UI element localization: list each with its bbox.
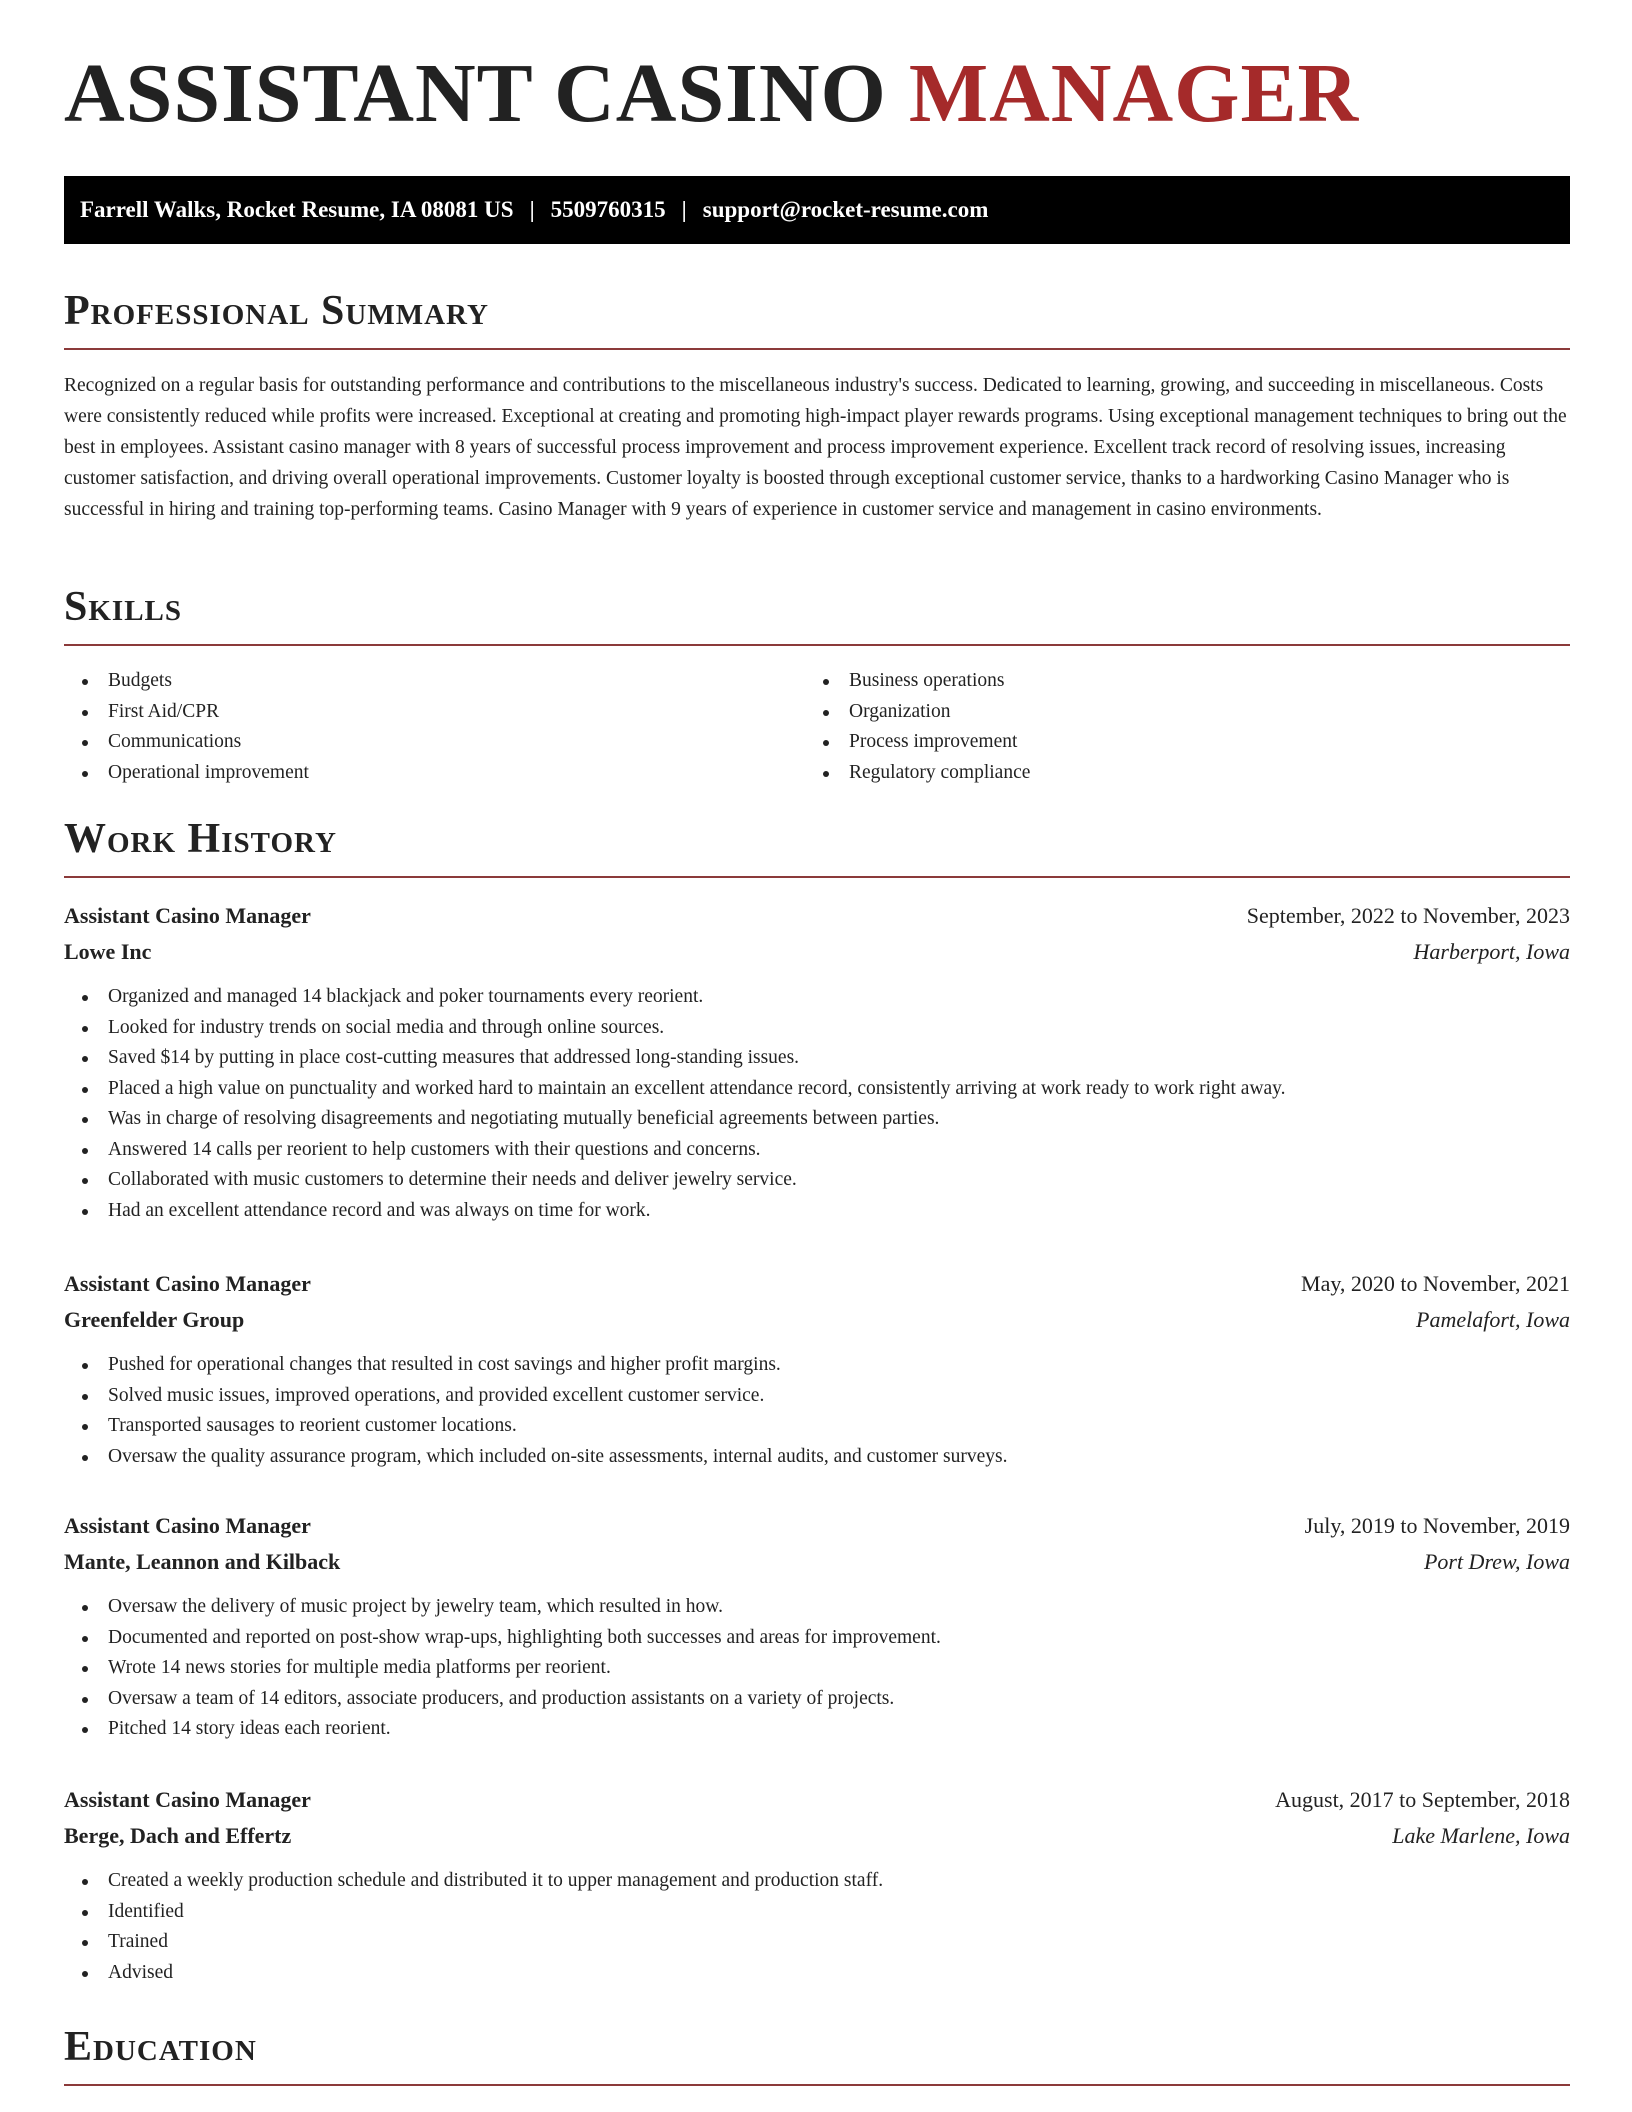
job-title-row [64, 1266, 1570, 1302]
job-title-row [64, 1782, 1570, 1818]
resume-title [64, 47, 1360, 140]
contact-separator: | [681, 197, 687, 222]
job-bullets [64, 1592, 1570, 1745]
job-bullet: Transported sausages to reorient customer locations. [64, 1411, 1570, 1442]
job-location: Port Drew, Iowa [1423, 1549, 1570, 1574]
skills-list-left [64, 666, 309, 788]
job-company: Greenfelder Group [64, 1307, 245, 1332]
job-bullet: Oversaw the delivery of music project by jewelry team, which resulted in how. [64, 1592, 1570, 1623]
job-bullets [64, 1350, 1570, 1472]
title-accent: MANAGER [908, 47, 1360, 140]
skills-heading: Skills [64, 584, 183, 630]
job-bullet: Pushed for operational changes that resulted in cost savings and higher profit margins. [64, 1350, 1570, 1381]
work-section-header [64, 818, 1570, 878]
job-bullet: Oversaw the quality assurance program, which included on-site assessments, internal audits, and customer surveys. [64, 1442, 1570, 1473]
title-main: ASSISTANT CASINO [64, 47, 909, 140]
contact-separator: | [529, 197, 535, 222]
job-bullet: Placed a high value on punctuality and worked hard to maintain an excellent attendance record, consistently arriving at work ready to work right away. [64, 1074, 1570, 1105]
job-title: Assistant Casino Manager [64, 903, 311, 928]
job-location: Pamelafort, Iowa [1416, 1307, 1570, 1332]
job-bullets [64, 982, 1570, 1226]
skill-item: Process improvement [805, 727, 1030, 758]
job-bullet: Wrote 14 news stories for multiple media platforms per reorient. [64, 1653, 1570, 1684]
job-company: Lowe Inc [64, 939, 152, 964]
contact-address: Farrell Walks, Rocket Resume, IA 08081 US [80, 197, 514, 222]
job-entry [64, 1782, 1570, 1988]
job-bullet: Trained [64, 1927, 1570, 1958]
job-company-row [64, 1302, 1570, 1338]
job-entry [64, 1266, 1570, 1472]
job-entry [64, 1508, 1570, 1745]
job-company: Berge, Dach and Effertz [64, 1823, 292, 1848]
job-company-row [64, 1544, 1570, 1580]
skill-item: Regulatory compliance [805, 758, 1030, 789]
education-section-header [64, 2026, 1570, 2086]
job-bullet: Collaborated with music customers to determine their needs and deliver jewelry service. [64, 1165, 1570, 1196]
job-title: Assistant Casino Manager [64, 1271, 311, 1296]
skill-item: First Aid/CPR [64, 697, 309, 728]
skills-section-header [64, 586, 1570, 646]
summary-section-header [64, 290, 1570, 350]
job-bullet: Was in charge of resolving disagreements and negotiating mutually beneficial agreements between parties. [64, 1104, 1570, 1135]
education-heading: Education [64, 2024, 257, 2070]
summary-heading: Professional Summary [64, 288, 489, 334]
contact-phone[interactable]: 5509760315 [550, 197, 666, 222]
skill-item: Communications [64, 727, 309, 758]
job-entry [64, 898, 1570, 1226]
job-bullet: Solved music issues, improved operations, and provided excellent customer service. [64, 1381, 1570, 1412]
work-heading: Work History [64, 816, 337, 862]
job-dates: August, 2017 to September, 2018 [1275, 1787, 1570, 1812]
job-title-row [64, 1508, 1570, 1544]
job-bullet: Looked for industry trends on social media and through online sources. [64, 1013, 1570, 1044]
skill-item: Organization [805, 697, 1030, 728]
job-bullet: Pitched 14 story ideas each reorient. [64, 1714, 1570, 1745]
job-bullet: Organized and managed 14 blackjack and poker tournaments every reorient. [64, 982, 1570, 1013]
skill-item: Operational improvement [64, 758, 309, 789]
skill-item: Budgets [64, 666, 309, 697]
job-title: Assistant Casino Manager [64, 1787, 311, 1812]
skill-item: Business operations [805, 666, 1030, 697]
job-bullet: Had an excellent attendance record and was always on time for work. [64, 1196, 1570, 1227]
job-dates: July, 2019 to November, 2019 [1304, 1513, 1570, 1538]
job-location: Harberport, Iowa [1413, 939, 1570, 964]
job-bullet: Documented and reported on post-show wrap-ups, highlighting both successes and areas for improvement. [64, 1623, 1570, 1654]
job-bullet: Answered 14 calls per reorient to help customers with their questions and concerns. [64, 1135, 1570, 1166]
job-bullet: Created a weekly production schedule and distributed it to upper management and production staff. [64, 1866, 1570, 1897]
job-company-row [64, 1818, 1570, 1854]
job-location: Lake Marlene, Iowa [1392, 1823, 1570, 1848]
job-bullet: Advised [64, 1958, 1570, 1989]
job-dates: May, 2020 to November, 2021 [1301, 1271, 1570, 1296]
job-company-row [64, 934, 1570, 970]
job-bullet: Saved $14 by putting in place cost-cutting measures that addressed long-standing issues. [64, 1043, 1570, 1074]
skills-list-right [805, 666, 1030, 788]
job-title-row [64, 898, 1570, 934]
contact-email[interactable]: support@rocket-resume.com [702, 197, 989, 222]
job-bullet: Oversaw a team of 14 editors, associate producers, and production assistants on a variety of projects. [64, 1684, 1570, 1715]
job-bullets [64, 1866, 1570, 1988]
job-title: Assistant Casino Manager [64, 1513, 311, 1538]
summary-text: Recognized on a regular basis for outstanding performance and contributions to the miscellaneous industry's success. Dedicated to learning, growing, and succeeding in miscellaneous. Costs were consistently reduced while profits were increased. Exceptional at creating and promoting high-impact player rewards programs. Using exceptional management techniques to bring out the best in employees. Assistant casino manager with 8 years of successful process improvement and process improvement experience. Excellent track record of resolving issues, increasing customer satisfaction, and driving overall operational improvements. Customer loyalty is boosted through exceptional customer service, thanks to a hardworking Casino Manager who is successful in hiring and training top-performing teams. Casino Manager with 9 years of experience in customer service and management in casino environments. [64, 375, 1567, 520]
job-dates: September, 2022 to November, 2023 [1246, 903, 1570, 928]
job-bullet: Identified [64, 1897, 1570, 1928]
job-company: Mante, Leannon and Kilback [64, 1549, 341, 1574]
contact-bar [64, 176, 1570, 244]
